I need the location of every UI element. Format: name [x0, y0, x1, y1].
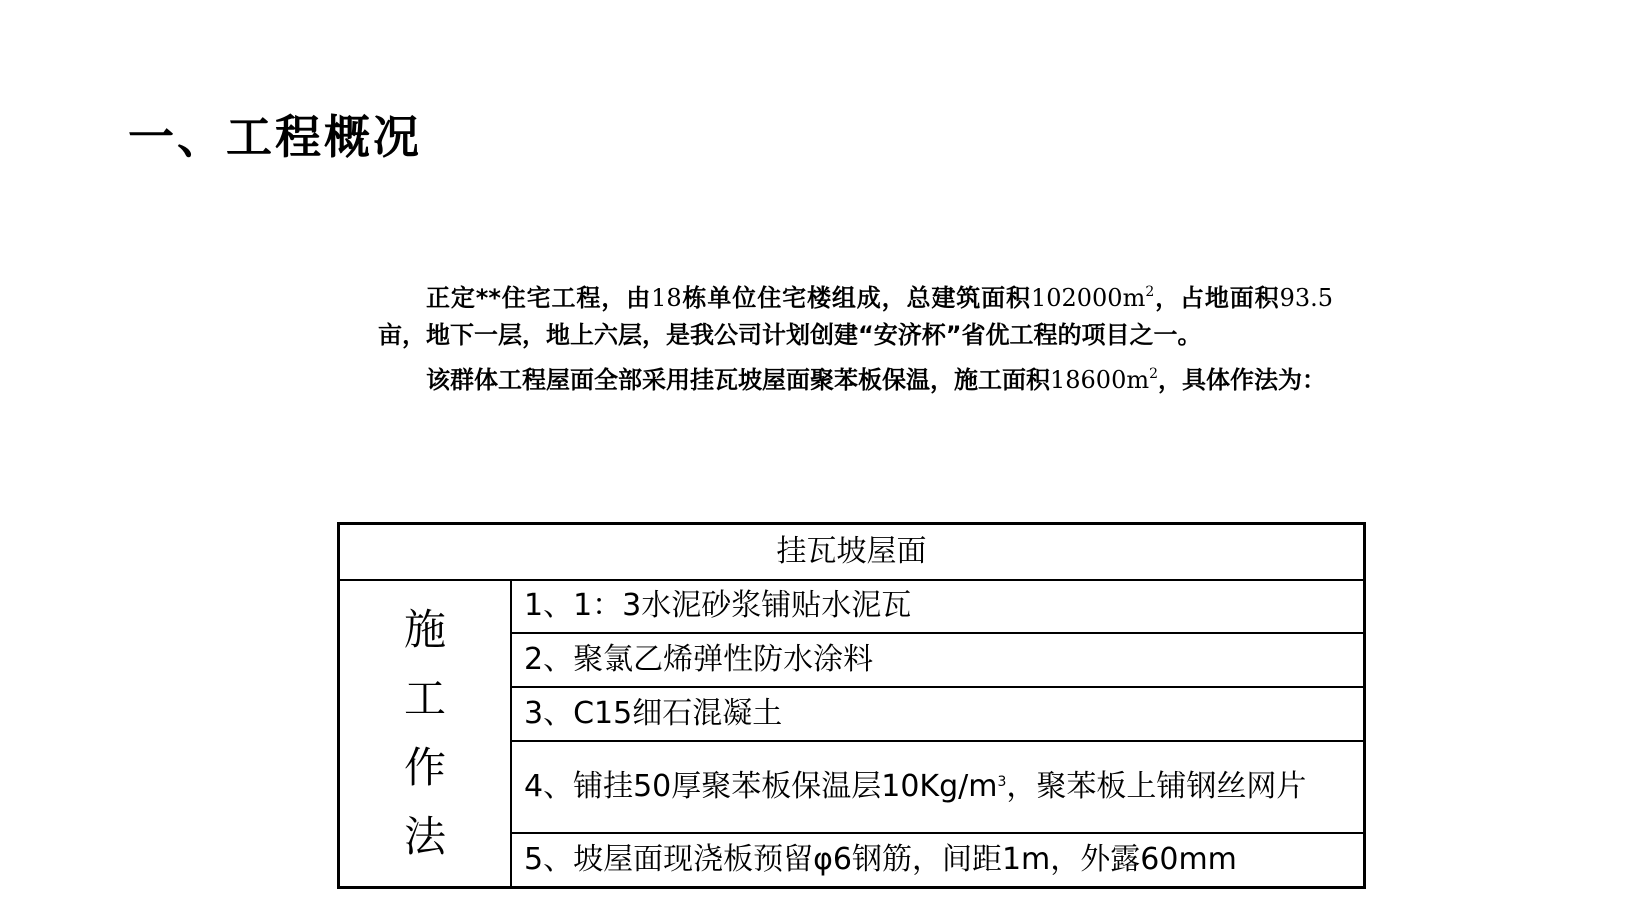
page-title: 一、工程概况 — [128, 110, 422, 164]
intro-paragraph-2: 该群体工程屋面全部采用挂瓦坡屋面聚苯板保温，施工面积$18600m^2$，具体作法为： — [426, 366, 1327, 394]
step-4: 4、铺挂50厚聚苯板保温层$10Kg/m^3$，聚苯板上铺钢丝网片 — [511, 741, 1365, 834]
method-label-char: 施 — [403, 605, 446, 655]
construction-method-table — [337, 522, 1366, 889]
intro-paragraph-1: 正定**住宅工程，由18栋单位住宅楼组成，总建筑面积$102000m^2$，占地面积93.5亩，地下一层，地上六层，是我公司计划创建“安济杯”省优工程的项目之一。 — [378, 284, 1334, 349]
method-label-cell — [339, 580, 512, 888]
step-1: 1、1：3水泥砂浆铺贴水泥瓦 — [511, 580, 1365, 634]
table-header: 挂瓦坡屋面 — [339, 524, 1365, 580]
step-5: 5、坡屋面现浇板预留φ6钢筋，间距1m，外露60mm — [511, 833, 1365, 887]
intro-text — [378, 280, 1333, 407]
table-row — [339, 580, 1365, 634]
method-label-char: 作 — [403, 743, 446, 793]
method-label-char: 工 — [403, 674, 446, 724]
step-3: 3、C15细石混凝土 — [511, 687, 1365, 741]
method-label-char: 法 — [403, 812, 446, 862]
table-header-row — [339, 524, 1365, 580]
step-2: 2、聚氯乙烯弹性防水涂料 — [511, 633, 1365, 687]
